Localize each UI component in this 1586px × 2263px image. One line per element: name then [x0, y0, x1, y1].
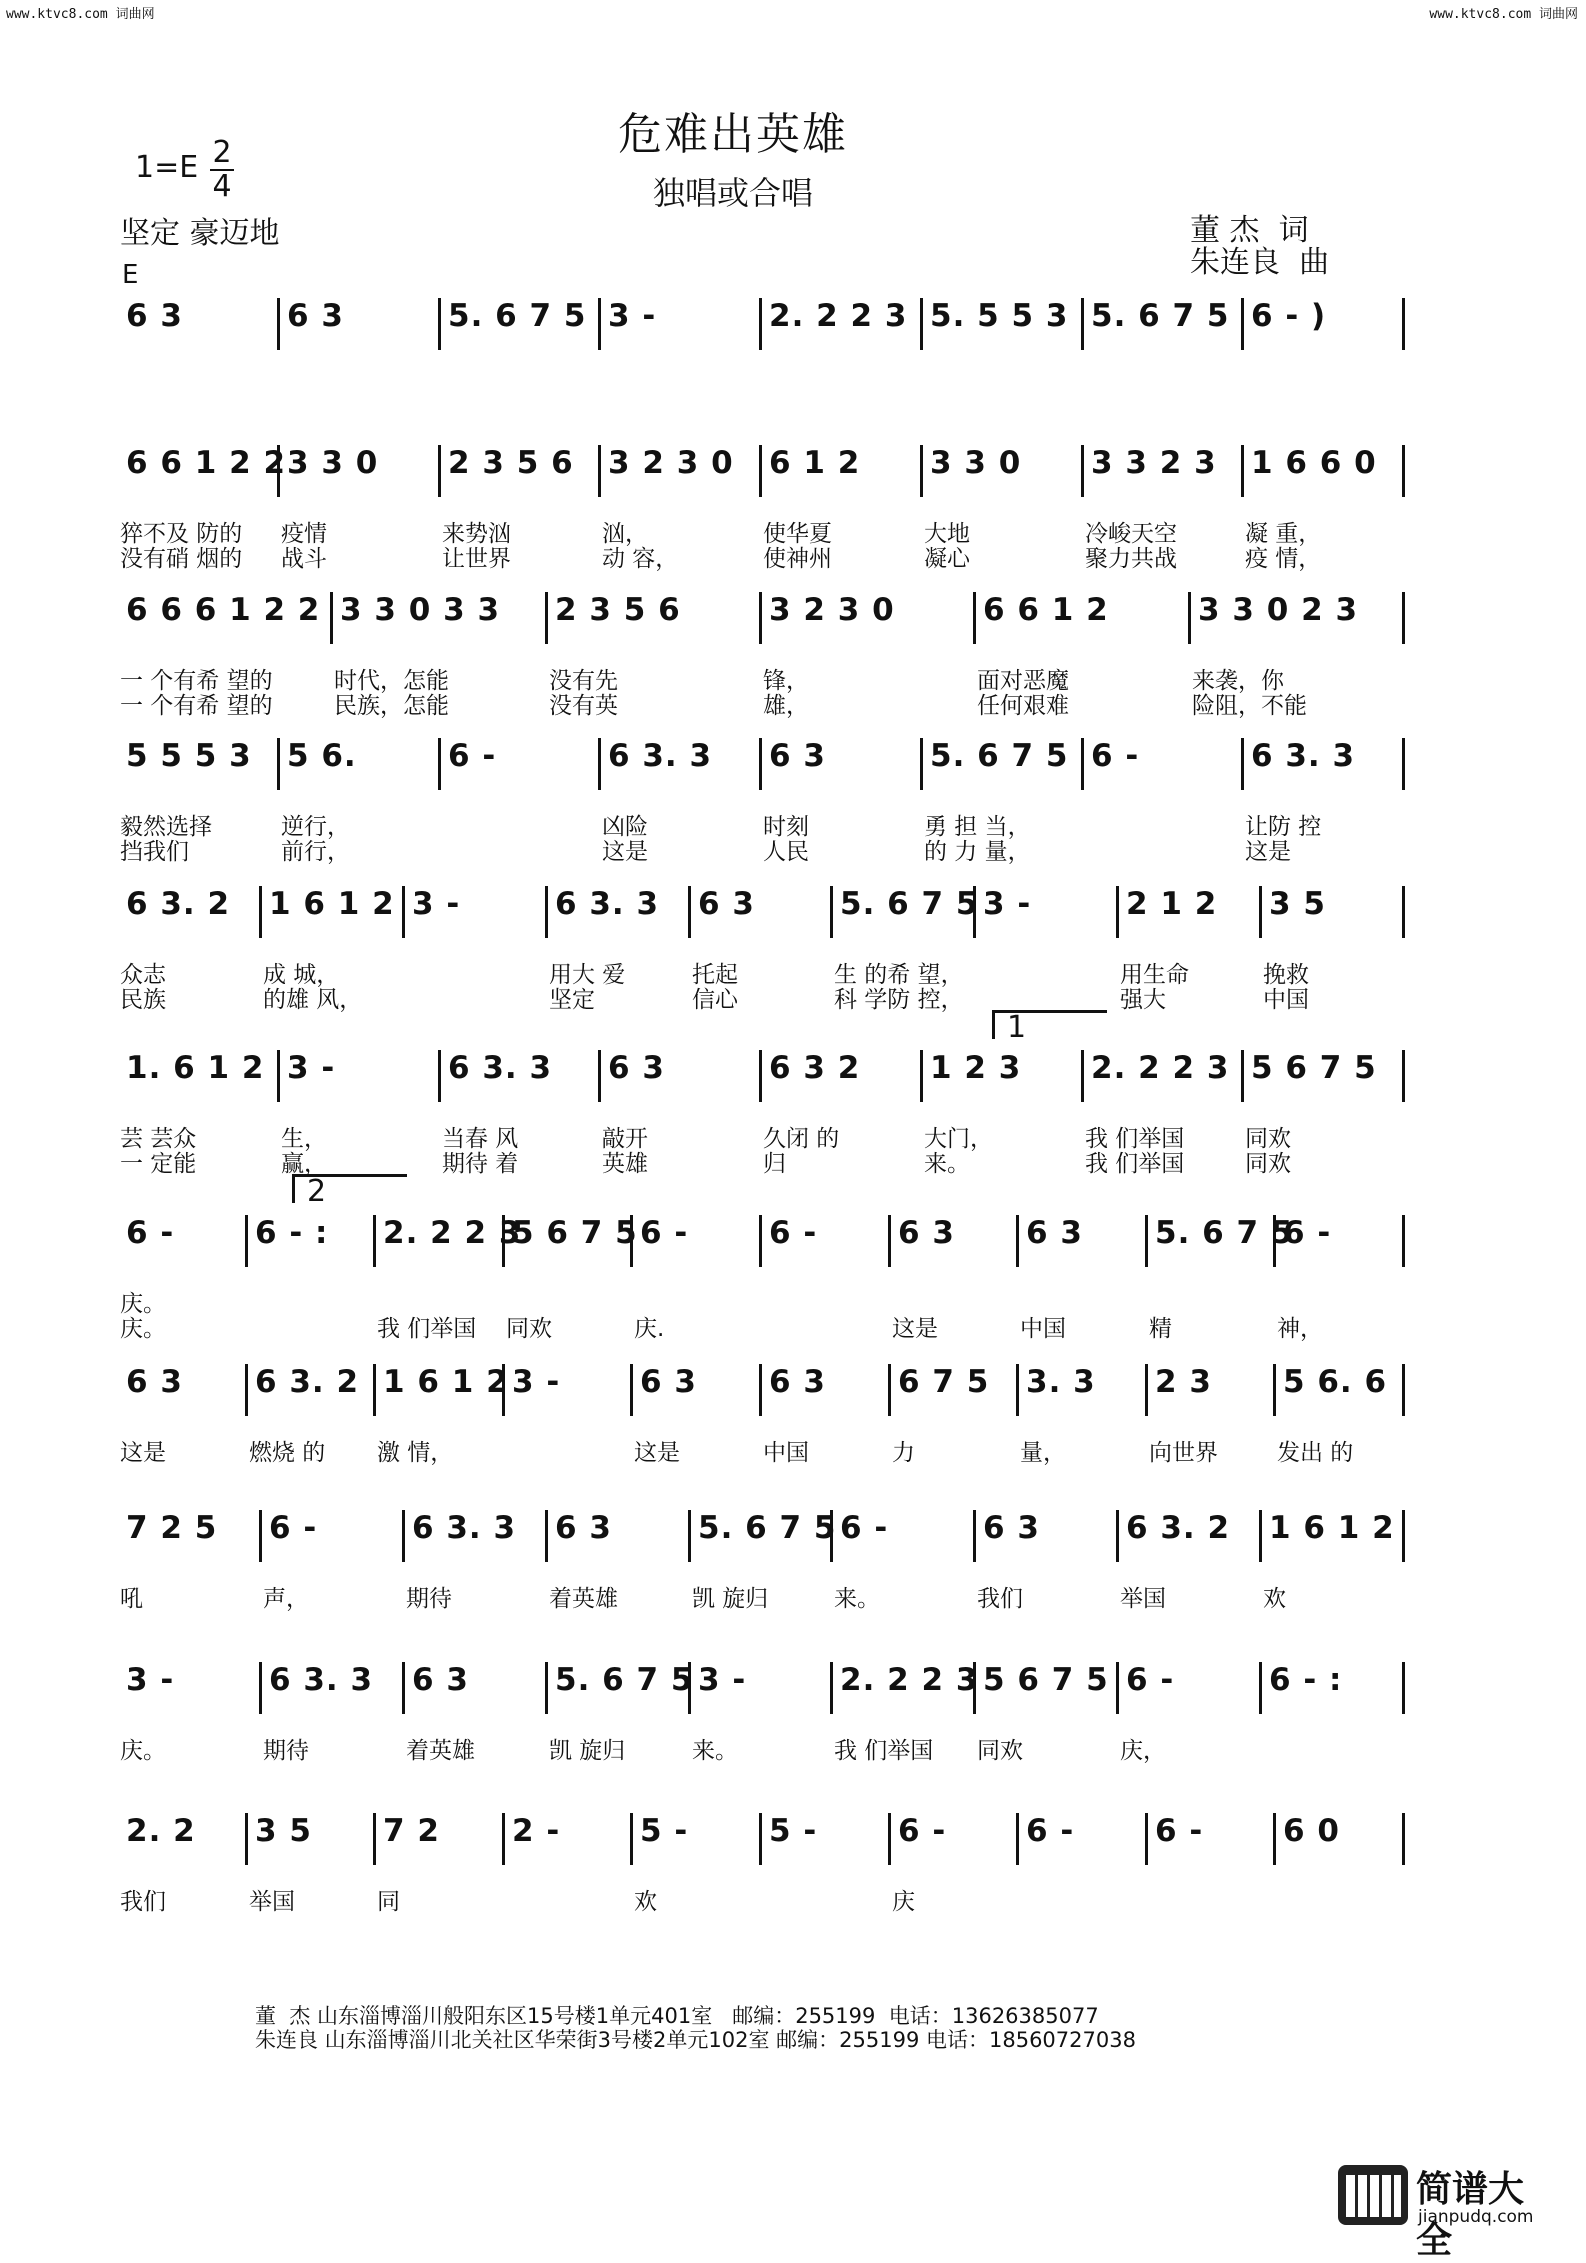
notes-row: [120, 1364, 1406, 1424]
lyric-segment: 期待 着: [442, 1151, 519, 1177]
lyric-segment: 使神州: [763, 546, 832, 572]
lyric-segment: 没有英: [549, 693, 618, 719]
lyric-segment: 凝 重，: [1245, 521, 1322, 547]
measure-notes: 5. 6 7 5: [840, 886, 979, 922]
lyric-segment: 使华夏: [763, 521, 832, 547]
measure-notes: 2. 2 2 3: [383, 1215, 522, 1251]
lyric-segment: 量，: [1020, 1440, 1066, 1466]
lyric-segment: 芸 芸众: [120, 1126, 197, 1152]
lyric-segment: 凯 旋归: [549, 1738, 626, 1764]
lyric-segment: 坚定: [549, 987, 595, 1013]
site-watermark-left: www.ktvc8.com 词曲网: [6, 7, 155, 22]
measure-notes: 6 - :: [1269, 1662, 1343, 1698]
measure-notes: 3 3 0: [287, 445, 379, 481]
measure-notes: 2 -: [512, 1813, 561, 1849]
lyric-segment: 庆: [892, 1889, 915, 1915]
lyric-segment: 险阻，不能: [1192, 693, 1307, 719]
measure-notes: 3 -: [512, 1364, 561, 1400]
lyric-segment: 雄，: [763, 693, 809, 719]
measure-notes: 3 2 3 0: [769, 592, 895, 628]
measure-notes: 6 -: [1155, 1813, 1204, 1849]
lyric-segment: 众志: [120, 962, 166, 988]
measure-notes: 6 -: [1126, 1662, 1175, 1698]
lyric-segment: 激 情，: [377, 1440, 454, 1466]
lyric-segment: 我们: [977, 1586, 1023, 1612]
measure-notes: 6 3. 3: [1251, 738, 1356, 774]
measure-notes: 6 7 5: [898, 1364, 990, 1400]
lyric-segment: 用生命: [1120, 962, 1189, 988]
lyric-segment: 力: [892, 1440, 915, 1466]
lyric-segment: 没有硝 烟的: [120, 546, 243, 572]
measure-notes: 6 3. 3: [448, 1050, 553, 1086]
chord-symbol: E: [122, 260, 139, 290]
notes-row: [120, 1215, 1406, 1275]
lyric-segment: 托起: [692, 962, 738, 988]
lyric-segment: 举国: [1120, 1586, 1166, 1612]
measure-notes: 3 -: [412, 886, 461, 922]
lyric-segment: 欢: [634, 1889, 657, 1915]
measure-notes: 6 3: [126, 1364, 183, 1400]
song-title: 危难出英雄: [618, 109, 848, 160]
measure-notes: 6 6 1 2 2: [126, 445, 287, 481]
measure-notes: 3 3 0: [930, 445, 1022, 481]
contact-line-1: 董 杰 山东淄博淄川般阳东区15号楼1单元401室 邮编：255199 电话：13626385077: [255, 2004, 1099, 2028]
lyric-segment: 这是: [602, 839, 648, 865]
measure-notes: 6 3. 2: [255, 1364, 360, 1400]
measure-notes: 6 3. 2: [126, 886, 231, 922]
measure-notes: 6 3 2: [769, 1050, 861, 1086]
lyric-segment: 发出 的: [1277, 1440, 1354, 1466]
lyric-segment: 时代，怎能: [334, 668, 449, 694]
measure-notes: 6 -: [769, 1215, 818, 1251]
measure-notes: 3 -: [698, 1662, 747, 1698]
lyric-segment: 疫情: [281, 521, 327, 547]
measure-notes: 5 5 5 3: [126, 738, 252, 774]
measure-notes: 2 3: [1155, 1364, 1212, 1400]
lyric-segment: 汹，: [602, 521, 648, 547]
lyric-segment: 战斗: [281, 546, 327, 572]
lyric-segment: 庆。: [120, 1291, 166, 1317]
measure-notes: 1 6 6 0: [1251, 445, 1377, 481]
measure-notes: 6 3: [640, 1364, 697, 1400]
measure-notes: 5 6 7 5: [983, 1662, 1109, 1698]
lyric-segment: 神，: [1277, 1316, 1323, 1342]
lyric-segment: 声，: [263, 1586, 309, 1612]
measure-notes: 5. 6 7 5: [555, 1662, 694, 1698]
measure-notes: 2. 2 2 3: [840, 1662, 979, 1698]
notes-row: [120, 298, 1406, 358]
measure-notes: 7 2: [383, 1813, 440, 1849]
second-ending: [292, 1174, 407, 1209]
measure-notes: 1 6 1 2: [383, 1364, 509, 1400]
measure-notes: 3 -: [983, 886, 1032, 922]
lyric-segment: 生，: [281, 1126, 327, 1152]
lyric-segment: 凝心: [924, 546, 970, 572]
lyric-segment: 我 们举国: [834, 1738, 934, 1764]
notes-row: [120, 1510, 1406, 1570]
lyric-segment: 庆。: [120, 1316, 166, 1342]
notes-row: [120, 738, 1406, 798]
measure-notes: 6 3: [983, 1510, 1040, 1546]
lyric-segment: 我们: [120, 1889, 166, 1915]
measure-notes: 6 3. 3: [412, 1510, 517, 1546]
notes-row: [120, 1050, 1406, 1110]
lyric-segment: 时刻: [763, 814, 809, 840]
lyric-segment: 大门，: [924, 1126, 993, 1152]
lyric-segment: 归: [763, 1151, 786, 1177]
lyric-segment: 庆。: [120, 1738, 166, 1764]
second-ending-label: 2: [307, 1174, 327, 1209]
song-subtitle: 独唱或合唱: [652, 174, 813, 212]
lyric-segment: 民族: [120, 987, 166, 1013]
measure-notes: 6 -: [126, 1215, 175, 1251]
measure-notes: 3 -: [126, 1662, 175, 1698]
lyric-segment: 来。: [834, 1586, 880, 1612]
measure-notes: 6 3: [555, 1510, 612, 1546]
measure-notes: 6 -: [1026, 1813, 1075, 1849]
lyric-segment: 精: [1149, 1316, 1172, 1342]
measure-notes: 6 3: [769, 1364, 826, 1400]
lyric-segment: 用大 爱: [549, 962, 626, 988]
notes-row: [120, 886, 1406, 946]
lyric-segment: 同欢: [1245, 1126, 1291, 1152]
measure-notes: 6 3: [1026, 1215, 1083, 1251]
measure-notes: 2. 2: [126, 1813, 196, 1849]
lyric-segment: 当春 风: [442, 1126, 519, 1152]
lyric-segment: 任何艰难: [977, 693, 1069, 719]
lyric-segment: 来。: [924, 1151, 970, 1177]
time-signature: [210, 135, 234, 204]
lyric-segment: 同欢: [977, 1738, 1023, 1764]
measure-notes: 6 0: [1283, 1813, 1340, 1849]
lyric-segment: 庆，: [1120, 1738, 1166, 1764]
key-signature: 1=E: [135, 150, 199, 185]
measure-notes: 6 -: [840, 1510, 889, 1546]
measure-notes: 5 6 7 5: [1251, 1050, 1377, 1086]
measure-notes: 6 3: [898, 1215, 955, 1251]
lyric-segment: 猝不及 防的: [120, 521, 243, 547]
lyric-segment: 的 力 量，: [924, 839, 1031, 865]
measure-notes: 3 -: [608, 298, 657, 334]
measure-notes: 6 -: [1091, 738, 1140, 774]
lyric-segment: 向世界: [1149, 1440, 1218, 1466]
lyric-segment: 这是: [1245, 839, 1291, 865]
site-watermark-right: www.ktvc8.com 词曲网: [1429, 7, 1578, 22]
measure-notes: 1 6 1 2: [269, 886, 395, 922]
logo-name: 简谱大全: [1416, 2169, 1525, 2261]
lyric-segment: 大地: [924, 521, 970, 547]
lyric-segment: 的雄 风，: [263, 987, 363, 1013]
measure-notes: 1 6 1 2: [1269, 1510, 1395, 1546]
contact-line-2: 朱连良 山东淄博淄川北关社区华荣街3号楼2单元102室 邮编：255199 电话：18560727038: [255, 2028, 1136, 2052]
measure-notes: 6 -: [1283, 1215, 1332, 1251]
notes-row: [120, 592, 1406, 652]
measure-notes: 5 6 7 5: [512, 1215, 638, 1251]
measure-notes: 5. 6 7 5: [930, 738, 1069, 774]
lyric-segment: 没有先: [549, 668, 618, 694]
lyric-segment: 疫 情，: [1245, 546, 1322, 572]
measure-notes: 3 2 3 0: [608, 445, 734, 481]
logo-url: jianpudq.com: [1418, 2207, 1534, 2227]
measure-notes: 5. 6 7 5: [1155, 1215, 1294, 1251]
measure-notes: 5 -: [769, 1813, 818, 1849]
measure-notes: 6 3: [287, 298, 344, 334]
measure-notes: 6 -: [898, 1813, 947, 1849]
lyric-segment: 让防 控: [1245, 814, 1322, 840]
notes-row: [120, 1662, 1406, 1722]
lyric-segment: 毅然选择: [120, 814, 212, 840]
measure-notes: 6 3. 3: [608, 738, 713, 774]
lyric-segment: 一 定能: [120, 1151, 197, 1177]
measure-notes: 1 2 3: [930, 1050, 1022, 1086]
lyric-segment: 久闭 的: [763, 1126, 840, 1152]
lyric-segment: 民族，怎能: [334, 693, 449, 719]
measure-notes: 6 3: [769, 738, 826, 774]
lyric-segment: 这是: [120, 1440, 166, 1466]
lyric-segment: 这是: [892, 1316, 938, 1342]
measure-notes: 2 3 5 6: [448, 445, 574, 481]
lyric-segment: 同欢: [506, 1316, 552, 1342]
lyric-segment: 科 学防 控，: [834, 987, 964, 1013]
lyric-segment: 聚力共战: [1085, 546, 1177, 572]
measure-notes: 6 - ): [1251, 298, 1327, 334]
lyric-segment: 赢，: [281, 1151, 327, 1177]
measure-notes: 3. 3: [1026, 1364, 1096, 1400]
lyric-segment: 锋，: [763, 668, 809, 694]
lyric-segment: 燃烧 的: [249, 1440, 326, 1466]
measure-notes: 6 3: [608, 1050, 665, 1086]
measure-notes: 6 3: [698, 886, 755, 922]
lyric-segment: 生 的希 望，: [834, 962, 964, 988]
notes-row: [120, 445, 1406, 505]
lyric-segment: 逆行，: [281, 814, 350, 840]
lyric-segment: 欢: [1263, 1586, 1286, 1612]
lyric-segment: 动 容，: [602, 546, 679, 572]
first-ending-label: 1: [1007, 1010, 1027, 1045]
measure-notes: 6 -: [448, 738, 497, 774]
lyric-segment: 同欢: [1245, 1151, 1291, 1177]
measure-notes: 1. 6 1 2: [126, 1050, 265, 1086]
composer-credit: 朱连良 曲: [1190, 245, 1330, 280]
lyric-segment: 吼: [120, 1586, 143, 1612]
lyric-segment: 我 们举国: [1085, 1151, 1185, 1177]
lyric-segment: 凶险: [602, 814, 648, 840]
measure-notes: 6 - :: [255, 1215, 329, 1251]
time-top: 2: [212, 135, 232, 170]
lyric-segment: 这是: [634, 1440, 680, 1466]
measure-notes: 6 1 2: [769, 445, 861, 481]
notes-row: [120, 1813, 1406, 1873]
measure-notes: 6 3. 3: [555, 886, 660, 922]
measure-notes: 2. 2 2 3: [1091, 1050, 1230, 1086]
measure-notes: 3 -: [287, 1050, 336, 1086]
lyric-segment: 中国: [763, 1440, 809, 1466]
lyric-segment: 来袭，你: [1192, 668, 1284, 694]
lyric-segment: 同: [377, 1889, 400, 1915]
lyric-segment: 期待: [263, 1738, 309, 1764]
measure-notes: 5. 5 5 3: [930, 298, 1069, 334]
lyric-segment: 勇 担 当，: [924, 814, 1031, 840]
lyric-segment: 着英雄: [549, 1586, 618, 1612]
lyric-segment: 我 们举国: [1085, 1126, 1185, 1152]
measure-notes: 6 3: [412, 1662, 469, 1698]
lyric-segment: 来。: [692, 1738, 738, 1764]
lyric-segment: 前行，: [281, 839, 350, 865]
lyric-segment: 冷峻天空: [1085, 521, 1177, 547]
measure-notes: 6 3. 2: [1126, 1510, 1231, 1546]
measure-notes: 3 3 2 3: [1091, 445, 1217, 481]
lyric-segment: 期待: [406, 1586, 452, 1612]
time-bottom: 4: [212, 169, 232, 204]
lyric-segment: 敲开: [602, 1126, 648, 1152]
measure-notes: 6 -: [640, 1215, 689, 1251]
measure-notes: 6 6 1 2: [983, 592, 1109, 628]
lyric-segment: 凯 旋归: [692, 1586, 769, 1612]
lyric-segment: 中国: [1263, 987, 1309, 1013]
first-ending: [992, 1010, 1107, 1045]
lyric-segment: 一 个有希 望的: [120, 693, 273, 719]
measure-notes: 6 3: [126, 298, 183, 334]
measure-notes: 3 3 0 3 3: [340, 592, 501, 628]
lyric-segment: 信心: [692, 987, 738, 1013]
measure-notes: 6 3. 3: [269, 1662, 374, 1698]
tempo-marking: 坚定 豪迈地: [120, 216, 280, 251]
lyric-segment: 面对恶魔: [977, 668, 1069, 694]
lyric-segment: 举国: [249, 1889, 295, 1915]
lyric-segment: 让世界: [442, 546, 511, 572]
piano-icon: [1338, 2165, 1408, 2225]
lyric-segment: 挽救: [1263, 962, 1309, 988]
measure-notes: 2 3 5 6: [555, 592, 681, 628]
measure-notes: 5. 6 7 5: [698, 1510, 837, 1546]
lyric-segment: 来势汹: [442, 521, 511, 547]
lyricist-credit: 董 杰 词: [1190, 213, 1309, 248]
measure-notes: 7 2 5: [126, 1510, 218, 1546]
lyric-segment: 中国: [1020, 1316, 1066, 1342]
measure-notes: 5 6. 6: [1283, 1364, 1388, 1400]
measure-notes: 5. 6 7 5: [448, 298, 587, 334]
measure-notes: 6 6 6 1 2 2: [126, 592, 321, 628]
lyric-segment: 我 们举国: [377, 1316, 477, 1342]
site-logo: [1338, 2161, 1558, 2261]
lyric-segment: 一 个有希 望的: [120, 668, 273, 694]
measure-notes: 5 6.: [287, 738, 357, 774]
measure-notes: 3 3 0 2 3: [1198, 592, 1359, 628]
lyric-segment: 着英雄: [406, 1738, 475, 1764]
lyric-segment: 庆.: [634, 1316, 665, 1342]
measure-notes: 3 5: [1269, 886, 1326, 922]
lyric-segment: 英雄: [602, 1151, 648, 1177]
measure-notes: 2. 2 2 3: [769, 298, 908, 334]
lyric-segment: 成 城，: [263, 962, 340, 988]
lyric-segment: 强大: [1120, 987, 1166, 1013]
measure-notes: 2 1 2: [1126, 886, 1218, 922]
measure-notes: 6 -: [269, 1510, 318, 1546]
lyric-segment: 人民: [763, 839, 809, 865]
measure-notes: 5. 6 7 5: [1091, 298, 1230, 334]
measure-notes: 5 -: [640, 1813, 689, 1849]
measure-notes: 3 5: [255, 1813, 312, 1849]
lyric-segment: 挡我们: [120, 839, 189, 865]
